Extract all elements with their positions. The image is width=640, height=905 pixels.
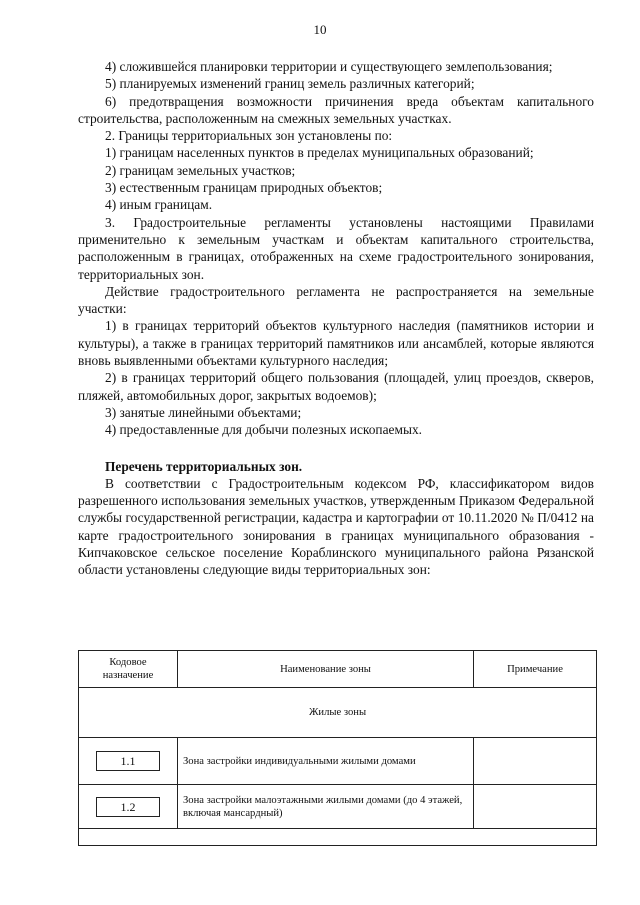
- list-item: 3) естественным границам природных объектов;: [105, 180, 383, 196]
- list-item: 6) предотвращения возможности причинения вреда объектам капитального строительства, расположенным на смежных земельных участках.: [78, 93, 594, 126]
- table-row-empty: [79, 829, 596, 845]
- list-item: 2) границам земельных участков;: [105, 162, 296, 178]
- list-item: 4) предоставленные для добычи полезных ископаемых.: [105, 422, 423, 438]
- list-item: 3) занятые линейными объектами;: [105, 404, 302, 420]
- zone-code: 1.2: [96, 797, 160, 817]
- list-item: 2) в границах территорий общего пользования (площадей, улиц проездов, скверов, пляжей, автомобильных дорог, закрытых водоемов);: [78, 370, 594, 403]
- numbered-clause: 3. Градостроительные регламенты установлены настоящими Правилами применительно к земельным участкам и объектам капитального строительства, расположенным в границах, отображенных на схеме градостроительного зонирования, территориальных зон.: [78, 214, 594, 282]
- document-body: [78, 58, 594, 579]
- zones-table: [78, 650, 597, 846]
- header-code: Кодовое назначение: [79, 651, 178, 687]
- zone-note: [474, 738, 596, 784]
- zone-name: Зона застройки индивидуальными жилыми домами: [178, 738, 474, 784]
- group-title: Жилые зоны: [308, 707, 367, 718]
- code-cell: [79, 785, 178, 828]
- list-item: 1) в границах территорий объектов культурного наследия (памятников истории и культуры), а также в границах территорий памятников или ансамблей, которые являются вновь выявленными объектами культурного наследия;: [78, 318, 594, 369]
- zone-note: [474, 785, 596, 828]
- paragraph: Действие градостроительного регламента не распространяется на земельные участки:: [78, 283, 594, 317]
- list-item: 4) сложившейся планировки территории и существующего землепользования;: [105, 59, 553, 74]
- table-header-row: [79, 651, 596, 688]
- numbered-clause: 2. Границы территориальных зон установлены по:: [105, 128, 393, 144]
- table-row: [79, 738, 596, 785]
- list-item: 1) границам населенных пунктов в пределах муниципальных образований;: [105, 145, 534, 161]
- page-number: 10: [313, 22, 327, 37]
- list-item: 4) иным границам.: [105, 197, 213, 213]
- header-note: Примечание: [507, 663, 563, 675]
- section-heading: Перечень территориальных зон.: [105, 458, 303, 474]
- section-intro: В соответствии с Градостроительным кодексом РФ, классификатором видов разрешенного использования земельных участков, утвержденным Приказом Федеральной службы государственной регистрации, кадастра и картографии от 10.11.2020 № П/0412 на карте градостроительного зонирования в границах муниципального образования - Кипчаковское сельское поселение Кораблинского муниципального района Рязанской области установлены следующие виды территориальных зон:: [78, 475, 594, 578]
- list-item: 5) планируемых изменений границ земель различных категорий;: [105, 76, 475, 92]
- zone-name: Зона застройки малоэтажными жилыми домами (до 4 этажей, включая мансардный): [178, 785, 474, 828]
- header-name: Наименование зоны: [178, 651, 474, 687]
- code-cell: [79, 738, 178, 784]
- table-row: [79, 785, 596, 829]
- zone-code: 1.1: [96, 751, 160, 771]
- group-row: [79, 688, 596, 738]
